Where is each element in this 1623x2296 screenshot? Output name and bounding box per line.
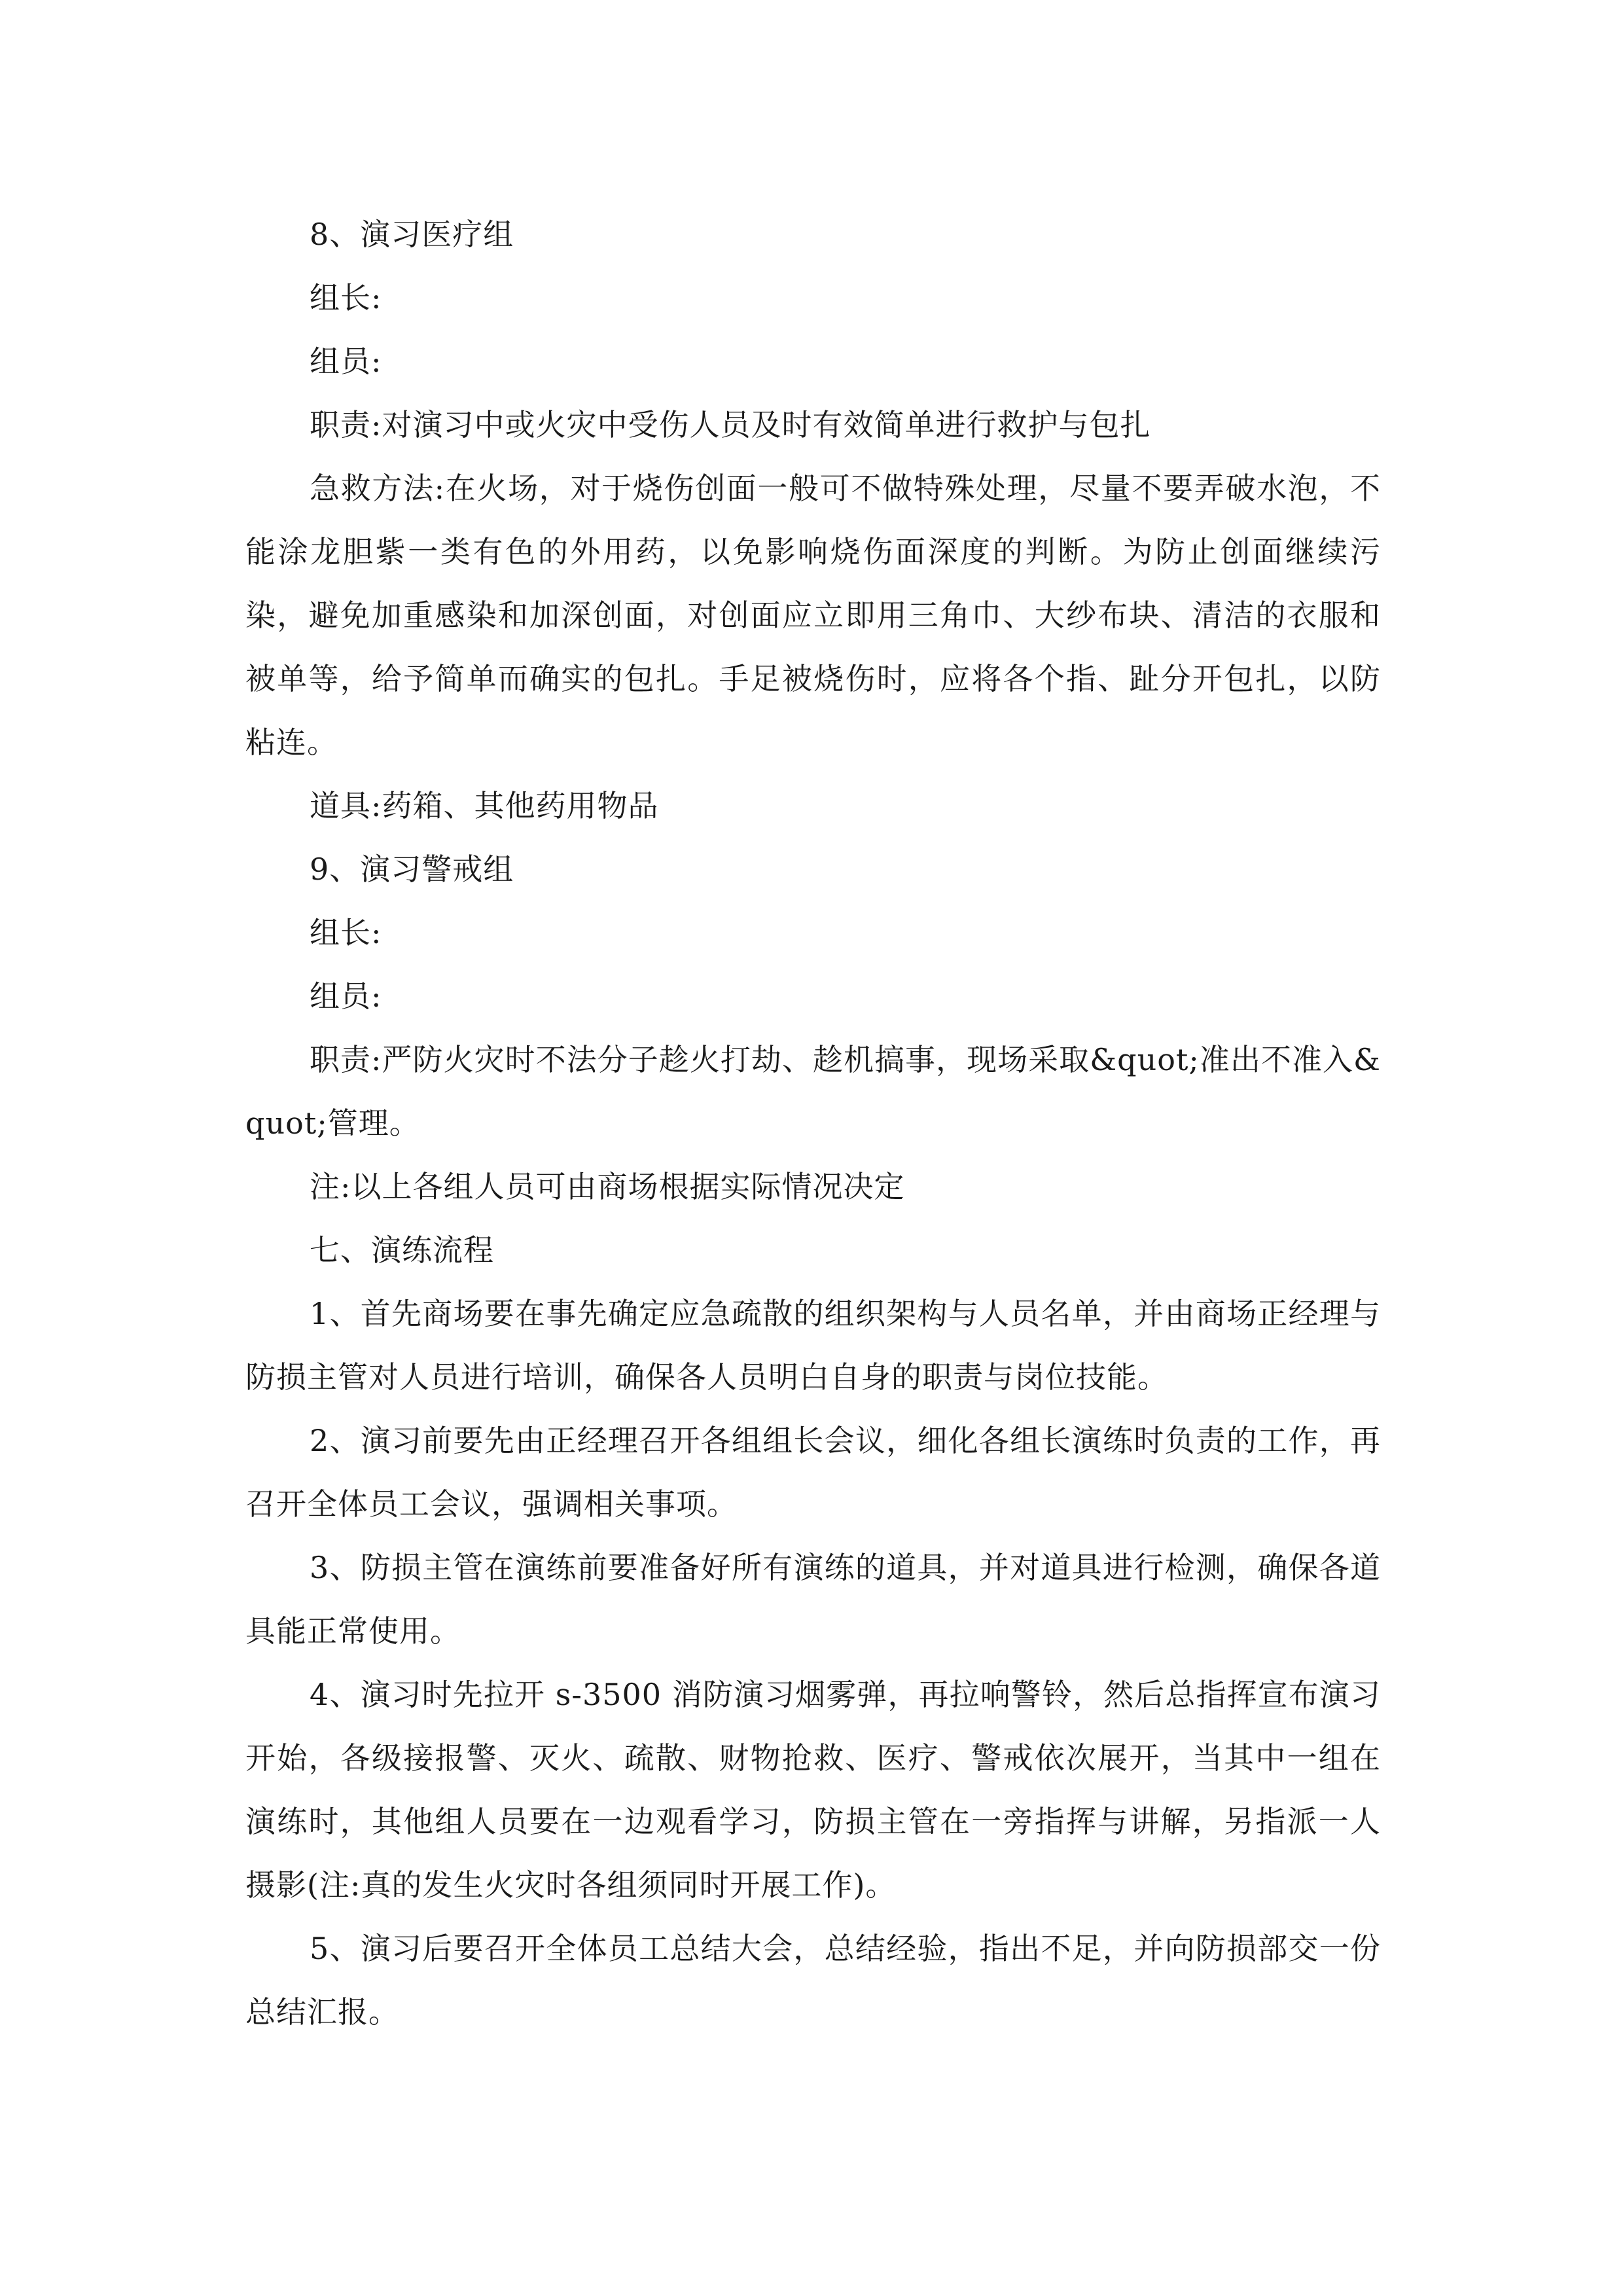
guard-team-members: 组员: bbox=[310, 978, 382, 1014]
medical-team-leader: 组长: bbox=[310, 280, 382, 315]
process-step-1: 1、首先商场要在事先确定应急疏散的组织架构与人员名单，并由商场正经理与防损主管对人员进行培训，确保各人员明白自身的职责与岗位技能。 bbox=[245, 1296, 1381, 1395]
process-step-5: 5、演习后要召开全体员工总结大会，总结经验，指出不足，并向防损部交一份总结汇报。 bbox=[245, 1931, 1381, 2030]
guard-team-leader: 组长: bbox=[310, 915, 382, 950]
heading-drill-process: 七、演练流程 bbox=[310, 1232, 494, 1268]
medical-team-duty: 职责:对演习中或火灾中受伤人员及时有效简单进行救护与包扎 bbox=[310, 407, 1151, 442]
medical-team-props: 道具:药箱、其他药用物品 bbox=[310, 788, 659, 823]
guard-team-duty: 职责:严防火灾时不法分子趁火打劫、趁机搞事，现场采取&quot;准出不准入&quot;管理。 bbox=[245, 1042, 1381, 1141]
medical-team-members: 组员: bbox=[310, 344, 382, 379]
heading-medical-team: 8、演习医疗组 bbox=[310, 217, 514, 252]
process-step-3: 3、防损主管在演练前要准备好所有演练的道具，并对道具进行检测，确保各道具能正常使用。 bbox=[245, 1550, 1381, 1649]
document-body bbox=[245, 203, 1381, 2044]
first-aid-method: 急救方法:在火场，对于烧伤创面一般可不做特殊处理，尽量不要弄破水泡，不能涂龙胆紫一类有色的外用药，以免影响烧伤面深度的判断。为防止创面继续污染，避免加重感染和加深创面，对创面应立即用三角巾、大纱布块、清洁的衣服和被单等，给予简单而确实的包扎。手足被烧伤时，应将各个指、趾分开包扎，以防粘连。 bbox=[245, 471, 1381, 760]
process-step-4: 4、演习时先拉开 s-3500 消防演习烟雾弹，再拉响警铃，然后总指挥宣布演习开始，各级接报警、灭火、疏散、财物抢救、医疗、警戒依次展开，当其中一组在演练时，其他组人员要在一边观看学习，防损主管在一旁指挥与讲解，另指派一人摄影(注:真的发生火灾时各组须同时开展工作)。 bbox=[245, 1677, 1381, 1903]
team-note: 注:以上各组人员可由商场根据实际情况决定 bbox=[310, 1169, 905, 1204]
process-step-2: 2、演习前要先由正经理召开各组组长会议，细化各组长演练时负责的工作，再召开全体员工会议，强调相关事项。 bbox=[245, 1423, 1381, 1522]
heading-guard-team: 9、演习警戒组 bbox=[310, 852, 514, 887]
